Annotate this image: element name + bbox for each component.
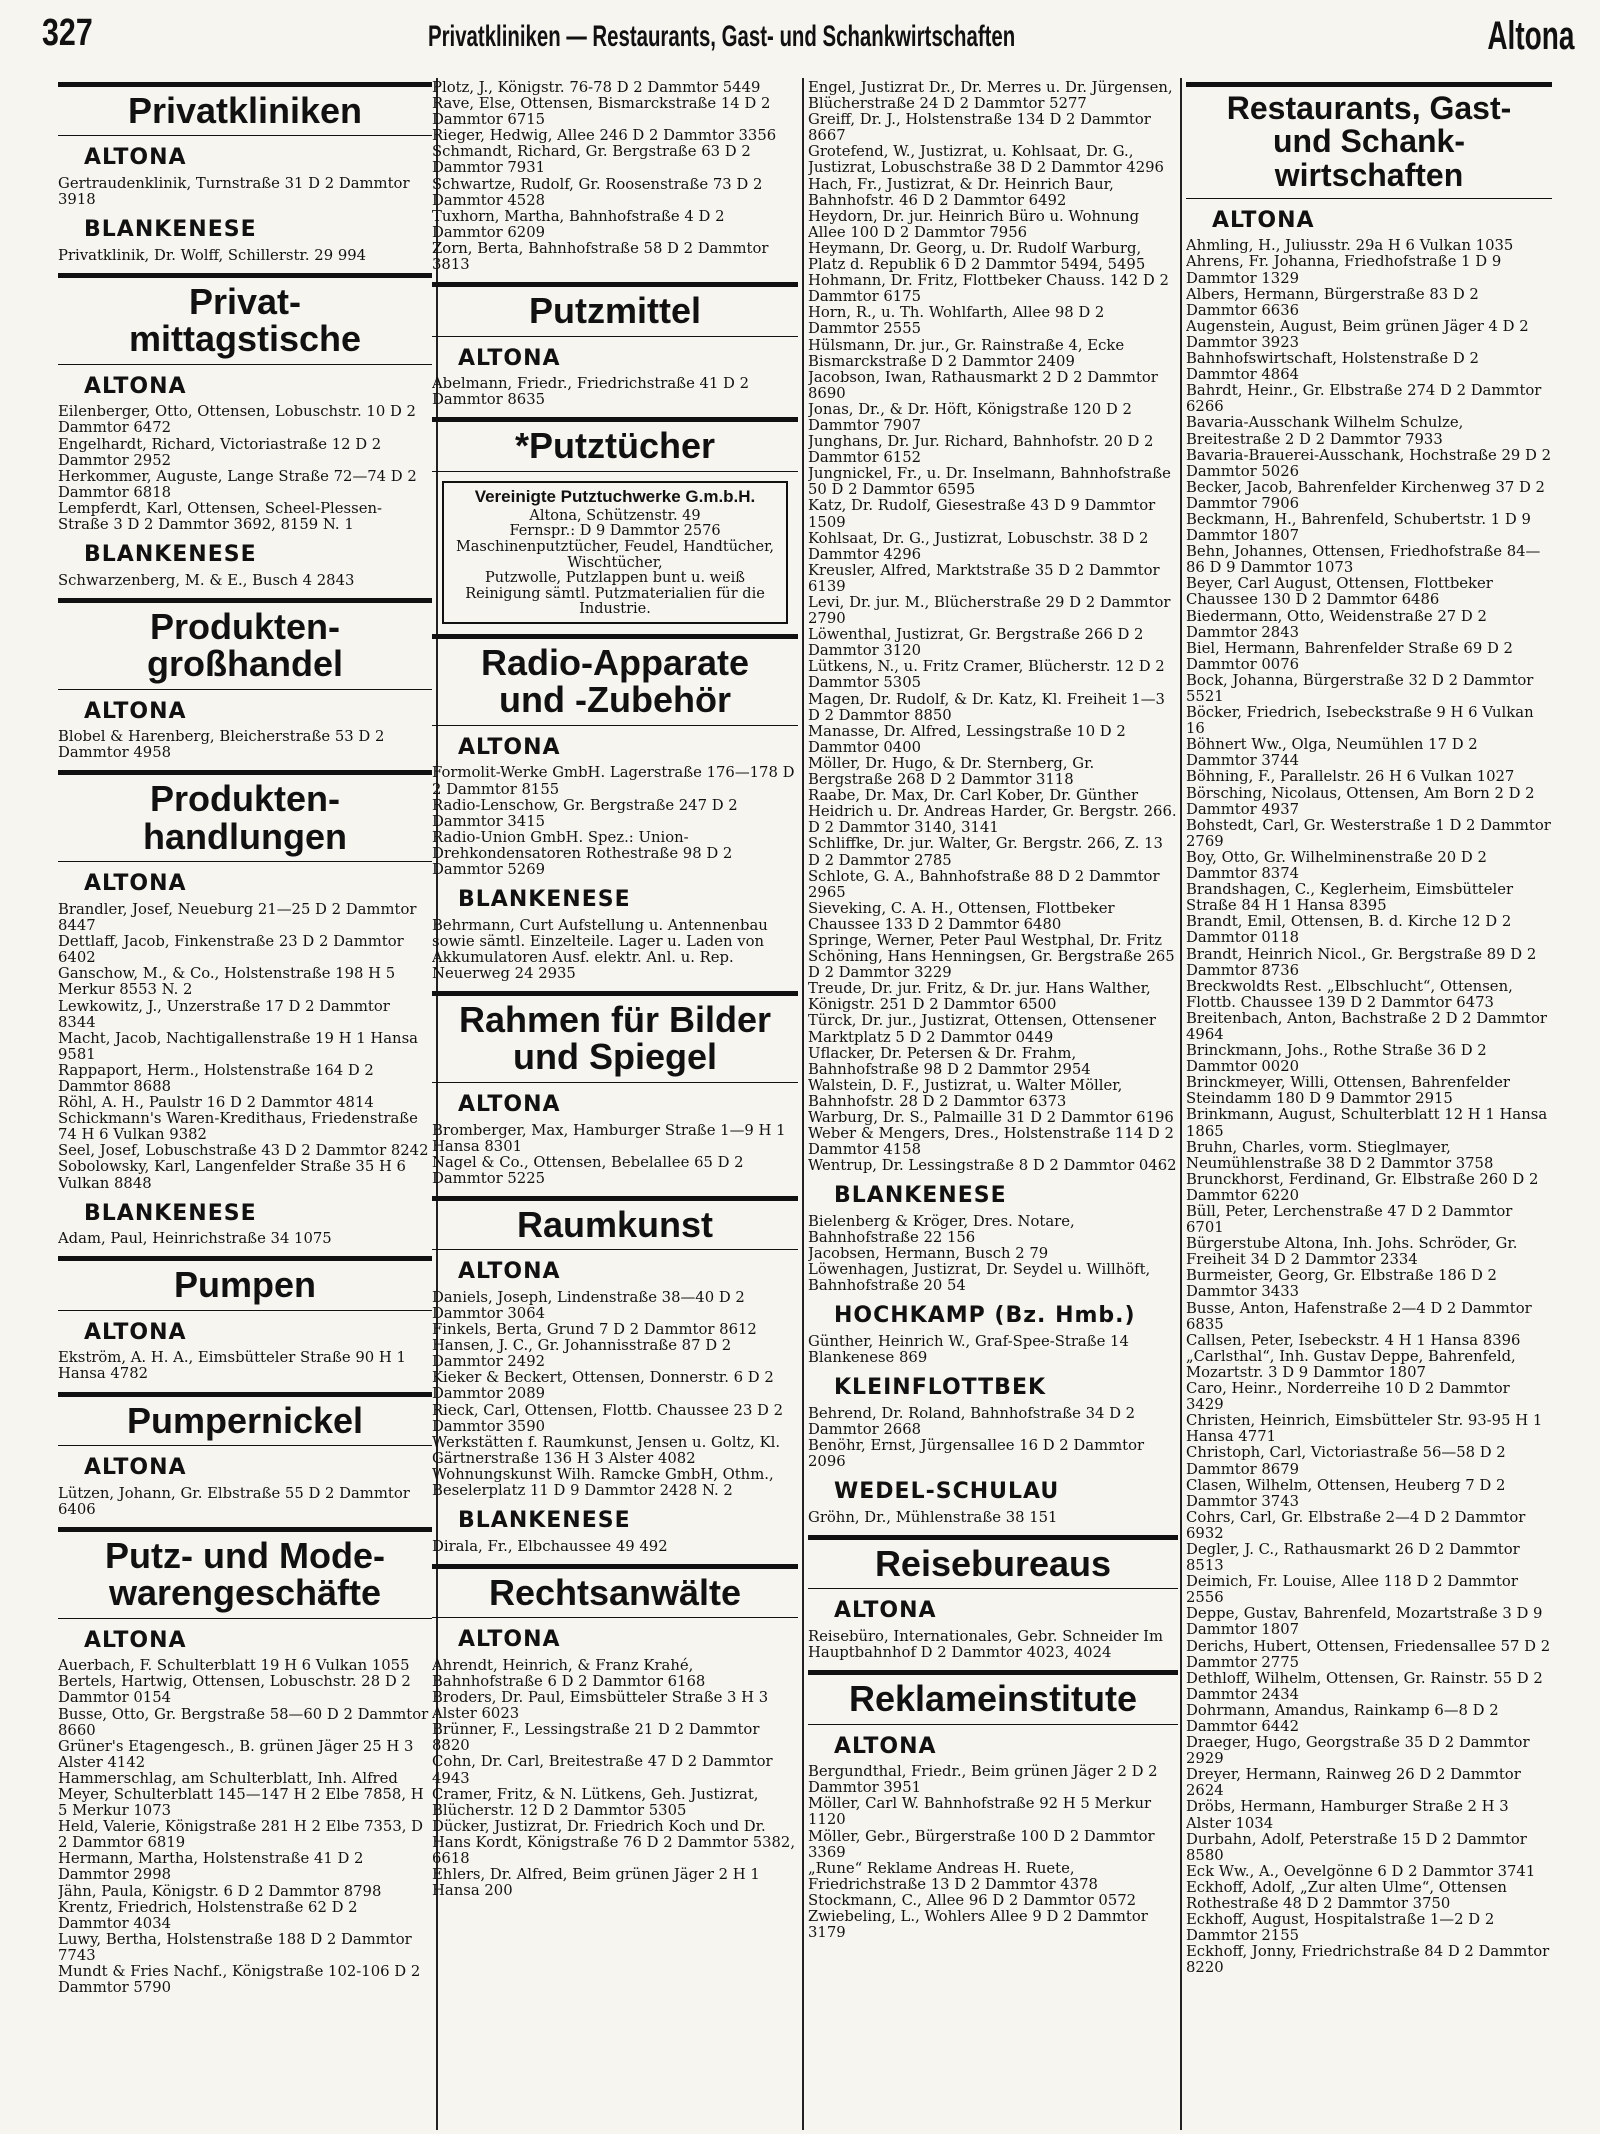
location-heading: ALTONA [84, 1627, 187, 1653]
listing-entry: Zorn, Berta, Bahnhofstraße 58 D 2 Dammtor 3813 [432, 239, 769, 274]
listing-entry: Becker, Jacob, Bahrenfelder Kirchenweg 37 D 2 Dammtor 7906 [1186, 478, 1545, 512]
listing-entry: Röhl, A. H., Paulstr 16 D 2 Dammtor 4814 [58, 1094, 374, 1112]
location-heading: ALTONA [84, 1454, 187, 1480]
listing-entry: Greiff, Dr. J., Holstenstraße 134 D 2 Dammtor 8667 [808, 111, 1151, 145]
directory-section [58, 1256, 432, 1382]
listing-entry: Jähn, Paula, Königstr. 6 D 2 Dammtor 8798 [58, 1882, 382, 1900]
listing-entry: Breckwoldts Rest. „Elbschlucht“, Ottensen, Flottb. Chaussee 139 D 2 Dammtor 6473 [1186, 977, 1513, 1011]
section-heading: Putzmittel [432, 282, 798, 336]
directory-section [58, 82, 432, 264]
directory-section [808, 1670, 1178, 1941]
column-rule [802, 78, 804, 2130]
listing-entry: Lütkens, N., u. Fritz Cramer, Blücherstr. 12 D 2 Dammtor 5305 [808, 658, 1165, 692]
listing-entry: Weber & Mengers, Dres., Holstenstraße 114 D 2 Dammtor 4158 [808, 1125, 1174, 1159]
listing-entry: Degler, J. C., Rathausmarkt 26 D 2 Dammtor 8513 [1186, 1540, 1520, 1575]
company-ad-title: Vereinigte Putztuchwerke G.m.b.H. [474, 486, 756, 506]
location-heading: KLEINFLOTTBEK [834, 1375, 1047, 1401]
listing-entry: Bürgerstube Altona, Inh. Johs. Schröder, Gr. Freiheit 34 D 2 Dammtor 2334 [1186, 1235, 1518, 1269]
location-heading: ALTONA [458, 345, 561, 371]
section-heading: *Putztücher [432, 417, 798, 471]
column-3 [808, 80, 1178, 2130]
listing-entry: Hammerschlag, am Schulterblatt, Inh. Alfred Meyer, Schulterblatt 145—147 H 2 Elbe 7858, H 5 Merkur 1073 [58, 1769, 424, 1820]
listing-entry: Uflacker, Dr. Petersen & Dr. Frahm, Bahnhofstraße 98 D 2 Dammtor 2954 [808, 1044, 1091, 1078]
listing-entry: Gröhn, Dr., Mühlenstraße 38 151 [808, 1508, 1058, 1526]
section-heading: Privatkliniken [58, 82, 432, 136]
listing-entry: Grotefend, W., Justizrat, u. Kohlsaat, Dr. G., Justizrat, Lobuschstraße 38 D 2 Dammtor 4296 [808, 143, 1164, 177]
listing-entry: Böhning, F., Parallelstr. 26 H 6 Vulkan 1027 [1186, 768, 1515, 786]
listing-entry: Brandt, Heinrich Nicol., Gr. Bergstraße 89 D 2 Dammtor 8736 [1186, 945, 1537, 979]
listing-entry: Manasse, Dr. Alfred, Lessingstraße 10 D 2 Dammtor 0400 [808, 722, 1126, 756]
listing-entry: Broders, Dr. Paul, Eimsbütteler Straße 3 H 3 Alster 6023 [432, 1689, 769, 1723]
listing-entry: Warburg, Dr. S., Palmaille 31 D 2 Dammtor 6196 [808, 1109, 1174, 1126]
running-title: Privatkliniken — Restaurants, Gast- und Schankwirtschaften [428, 20, 1016, 53]
listing-entry: Jonas, Dr., & Dr. Höft, Königstraße 120 D 2 Dammtor 7907 [808, 400, 1132, 434]
listing-entry: Christen, Heinrich, Eimsbütteler Str. 93-95 H 1 Hansa 4771 [1186, 1412, 1543, 1446]
company-ad-line: Altona, Schützenstr. 49 [529, 507, 701, 524]
section-heading: Reklameinstitute [808, 1670, 1178, 1724]
listing-entry: Günther, Heinrich W., Graf-Spee-Straße 14 Blankenese 869 [808, 1333, 1129, 1367]
directory-section [1186, 82, 1552, 1977]
listing-entry: Brinckmann, Johs., Rothe Straße 36 D 2 Dammtor 0020 [1186, 1042, 1487, 1076]
listing-entry: Lützen, Johann, Gr. Elbstraße 55 D 2 Dammtor 6406 [58, 1484, 410, 1518]
listing-entry: Grüner's Etagengesch., B. grünen Jäger 25 H 3 Alster 4142 [58, 1737, 414, 1771]
listing-entry: Albers, Hermann, Bürgerstraße 83 D 2 Dammtor 6636 [1186, 285, 1479, 319]
listing-entry: Bahnhofswirtschaft, Holstenstraße D 2 Dammtor 4864 [1186, 350, 1479, 384]
listing-entry: Radio-Lenschow, Gr. Bergstraße 247 D 2 Dammtor 3415 [432, 796, 738, 830]
listing-entry: Schlote, G. A., Bahnhofstraße 88 D 2 Dammtor 2965 [808, 867, 1160, 901]
listing-entry: Schmandt, Richard, Gr. Bergstraße 63 D 2 Dammtor 7931 [432, 143, 751, 177]
page-number: 327 [42, 12, 93, 54]
location-heading: ALTONA [84, 373, 187, 399]
listing-entry: Dethloff, Wilhelm, Ottensen, Gr. Rainstr. 55 D 2 Dammtor 2434 [1186, 1669, 1543, 1703]
listing-entry: Kieker & Beckert, Ottensen, Donnerstr. 6 D 2 Dammtor 2089 [432, 1369, 774, 1403]
listing-entry: Bock, Johanna, Bürgerstraße 32 D 2 Dammtor 5521 [1186, 671, 1534, 706]
listing-entry: Eckhoff, Jonny, Friedrichstraße 84 D 2 Dammtor 8220 [1186, 1943, 1550, 1977]
listing-entry: Dücker, Justizrat, Dr. Friedrich Koch und Dr. Hans Kordt, Königstraße 76 D 2 Dammtor 5382, 6618 [432, 1817, 796, 1867]
location-heading: ALTONA [84, 1319, 187, 1345]
listing-entry: Krentz, Friedrich, Holstenstraße 62 D 2 Dammtor 4034 [58, 1898, 358, 1932]
location-heading: ALTONA [458, 734, 561, 760]
listing-entry: Formolit-Werke GmbH. Lagerstraße 176—178 D 2 Dammtor 8155 [432, 764, 795, 798]
listing-entry: Herkommer, Auguste, Lange Straße 72—74 D 2 Dammtor 6818 [58, 467, 417, 501]
listing-entry: Nagel & Co., Ottensen, Bebelallee 65 D 2 Dammtor 5225 [432, 1153, 744, 1187]
section-heading: Produkten- handlungen [58, 770, 432, 862]
listing-entry: Magen, Dr. Rudolf, & Dr. Katz, Kl. Freiheit 1—3 D 2 Dammtor 8850 [808, 690, 1165, 724]
listing-entry: Christoph, Carl, Victoriastraße 56—58 D 2 Dammtor 8679 [1186, 1444, 1506, 1478]
listing-entry: Böhnert Ww., Olga, Neumühlen 17 D 2 Dammtor 3744 [1186, 736, 1478, 770]
listing-entry: Bruhn, Charles, vorm. Stieglmayer, Neumühlenstraße 38 D 2 Dammtor 3758 [1186, 1138, 1494, 1172]
listing-entry: Dröbs, Hermann, Hamburger Straße 2 H 3 Alster 1034 [1186, 1798, 1509, 1832]
listing-entry: Dreyer, Hermann, Rainweg 26 D 2 Dammtor 2624 [1186, 1766, 1521, 1800]
listing-entry: Dohrmann, Amandus, Rainkamp 6—8 D 2 Dammtor 6442 [1186, 1701, 1499, 1736]
listing-entry: Benöhr, Ernst, Jürgensallee 16 D 2 Dammtor 2096 [808, 1437, 1145, 1471]
location-heading: ALTONA [1212, 207, 1315, 233]
listing-entry: Brinckmeyer, Willi, Ottensen, Bahrenfelder Steindamm 180 D 9 Dammtor 2915 [1186, 1074, 1510, 1108]
listing-entry: Mundt & Fries Nachf., Königstraße 102-106 D 2 Dammtor 5790 [58, 1963, 421, 1997]
location-heading: ALTONA [834, 1733, 937, 1759]
listing-entry: Eckhoff, Adolf, „Zur alten Ulme“, Ottensen Rothestraße 48 D 2 Dammtor 3750 [1186, 1878, 1507, 1913]
location-heading: WEDEL-SCHULAU [834, 1479, 1060, 1505]
section-heading: Radio-Apparate und -Zubehör [432, 634, 798, 726]
listing-entry: Eilenberger, Otto, Ottensen, Lobuschstr. 10 D 2 Dammtor 6472 [58, 403, 416, 437]
directory-section [432, 991, 798, 1187]
section-heading: Pumpernickel [58, 1392, 432, 1446]
listing-entry: Börsching, Nicolaus, Ottensen, Am Born 2 D 2 Dammtor 4937 [1186, 784, 1535, 818]
listing-entry: Bielenberg & Kröger, Dres. Notare, Bahnhofstraße 22 156 [808, 1212, 1075, 1247]
company-ad-line: Maschinenputztücher, Feudel, Handtücher, Wischtücher, [455, 538, 775, 571]
listing-entry: Gertraudenklinik, Turnstraße 31 D 2 Dammtor 3918 [58, 175, 410, 209]
location-heading: BLANKENESE [834, 1183, 1007, 1209]
section-heading: Rechtsanwälte [432, 1564, 798, 1618]
listing-entry: Behrmann, Curt Aufstellung u. Antennenbau sowie sämtl. Einzelteile. Lager u. Laden von Akkumulatoren Ausf. elektr. Anl. u. Rep. Neuerweg 24 2935 [432, 916, 768, 982]
listing-entry: Macht, Jacob, Nachtigallenstraße 19 H 1 Hansa 9581 [58, 1029, 418, 1063]
listing-entry: Raabe, Dr. Max, Dr. Carl Kober, Dr. Günther Heidrich u. Dr. Andreas Harder, Gr. Bergstr. 266. D 2 Dammtor 3140, 3141 [808, 787, 1177, 837]
column-1 [58, 80, 432, 2130]
location-heading: ALTONA [84, 871, 187, 897]
listing-entry: Eck Ww., A., Oevelgönne 6 D 2 Dammtor 3741 [1186, 1862, 1536, 1880]
listing-entry: Sieveking, C. A. H., Ottensen, Flottbeker Chaussee 133 D 2 Dammtor 6480 [808, 899, 1115, 933]
company-ad-line: Reinigung sämtl. Putzmaterialien für die Industrie. [465, 585, 765, 618]
location-heading: ALTONA [84, 698, 187, 724]
listing-entry: Stockmann, C., Allee 96 D 2 Dammtor 0572 [808, 1891, 1137, 1909]
listing-entry: Bergundthal, Friedr., Beim grünen Jäger 2 D 2 Dammtor 3951 [808, 1763, 1158, 1797]
listing-entry: Busse, Otto, Gr. Bergstraße 58—60 D 2 Dammtor 8660 [58, 1705, 429, 1739]
section-heading: Produkten- großhandel [58, 598, 432, 690]
listing-entry: Clasen, Wilhelm, Ottensen, Heuberg 7 D 2 Dammtor 3743 [1186, 1476, 1506, 1510]
listing-entry: Caro, Heinr., Norderreihe 10 D 2 Dammtor 3429 [1186, 1380, 1510, 1414]
listing-entry: Eckhoff, August, Hospitalstraße 1—2 D 2 Dammtor 2155 [1186, 1911, 1495, 1945]
listing-entry: Callsen, Peter, Isebeckstr. 4 H 1 Hansa 8396 [1186, 1331, 1521, 1349]
directory-section [58, 1527, 432, 1996]
location-heading: HOCHKAMP (Bz. Hmb.) [834, 1303, 1136, 1329]
directory-section [432, 80, 798, 273]
location-heading: BLANKENESE [458, 1508, 631, 1534]
listing-entry: „Carlsthal“, Inh. Gustav Deppe, Bahrenfeld, Mozartstr. 3 D 9 Dammtor 1807 [1186, 1347, 1516, 1381]
listing-entry: Burmeister, Georg, Gr. Elbstraße 186 D 2 Dammtor 3433 [1186, 1267, 1497, 1301]
listing-entry: Wentrup, Dr. Lessingstraße 8 D 2 Dammtor 0462 [808, 1157, 1177, 1175]
listing-entry: Daniels, Joseph, Lindenstraße 38—40 D 2 Dammtor 3064 [432, 1288, 745, 1322]
listing-entry: Durbahn, Adolf, Peterstraße 15 D 2 Dammtor 8580 [1186, 1830, 1527, 1864]
listing-entry: Brunckhorst, Ferdinand, Gr. Elbstraße 260 D 2 Dammtor 6220 [1186, 1170, 1539, 1204]
section-heading: Rahmen für Bilder und Spiegel [432, 991, 798, 1083]
listing-entry: Junghans, Dr. Jur. Richard, Bahnhofstr. 20 D 2 Dammtor 6152 [808, 433, 1154, 467]
listing-entry: Wohnungskunst Wilh. Ramcke GmbH, Othm., Beselerplatz 11 D 9 Dammtor 2428 N. 2 [432, 1465, 774, 1500]
listing-entry: Rave, Else, Ottensen, Bismarckstraße 14 D 2 Dammtor 6715 [432, 95, 771, 129]
listing-entry: Lewkowitz, J., Unzerstraße 17 D 2 Dammtor 8344 [58, 997, 390, 1031]
listing-entry: Brandler, Josef, Neueburg 21—25 D 2 Dammtor 8447 [58, 900, 417, 935]
listing-entry: Luwy, Bertha, Holstenstraße 188 D 2 Dammtor 7743 [58, 1930, 412, 1964]
listing-entry: Kohlsaat, Dr. G., Justizrat, Lobuschstr. 38 D 2 Dammtor 4296 [808, 529, 1149, 563]
column-2 [432, 80, 798, 2130]
listing-entry: Heydorn, Dr. jur. Heinrich Büro u. Wohnung Allee 100 D 2 Dammtor 7956 [808, 207, 1140, 241]
section-heading: Putz- und Mode- warengeschäfte [58, 1527, 432, 1619]
listing-entry: Jungnickel, Fr., u. Dr. Inselmann, Bahnhofstraße 50 D 2 Dammtor 6595 [808, 465, 1171, 499]
location-heading: ALTONA [84, 145, 187, 171]
listing-entry: Werkstätten f. Raumkunst, Jensen u. Goltz, Kl. Gärtnerstraße 136 H 3 Alster 4082 [432, 1433, 781, 1467]
directory-section [432, 1564, 798, 1899]
listing-entry: Hach, Fr., Justizrat, & Dr. Heinrich Baur, Bahnhofstr. 46 D 2 Dammtor 6492 [808, 175, 1114, 209]
location-heading: ALTONA [458, 1259, 561, 1285]
listing-entry: Bohstedt, Carl, Gr. Westerstraße 1 D 2 Dammtor 2769 [1186, 816, 1551, 850]
listing-entry: Biel, Hermann, Bahrenfelder Straße 69 D 2 Dammtor 0076 [1186, 639, 1513, 673]
company-ad-box [442, 481, 788, 624]
listing-entry: Adam, Paul, Heinrichstraße 34 1075 [58, 1230, 332, 1248]
listing-entry: Ehlers, Dr. Alfred, Beim grünen Jäger 2 H 1 Hansa 200 [432, 1866, 760, 1900]
listing-entry: Ganschow, M., & Co., Holstenstraße 198 H 5 Merkur 8553 N. 2 [58, 965, 396, 999]
listing-entry: Zwiebeling, L., Wohlers Allee 9 D 2 Dammtor 3179 [808, 1907, 1148, 1942]
listing-entry: Biedermann, Otto, Weidenstraße 27 D 2 Dammtor 2843 [1186, 607, 1487, 641]
listing-entry: Türck, Dr. jur., Justizrat, Ottensen, Ottensener Marktplatz 5 D 2 Dammtor 0449 [808, 1012, 1156, 1046]
listing-entry: Möller, Gebr., Bürgerstraße 100 D 2 Dammtor 3369 [808, 1827, 1155, 1861]
listing-entry: Möller, Dr. Hugo, & Dr. Sternberg, Gr. Bergstraße 268 D 2 Dammtor 3118 [808, 754, 1095, 789]
listing-entry: Engelhardt, Richard, Victoriastraße 12 D 2 Dammtor 2952 [58, 435, 382, 469]
listing-entry: Büll, Peter, Lerchenstraße 47 D 2 Dammtor 6701 [1186, 1203, 1513, 1237]
listing-entry: Tuxhorn, Martha, Bahnhofstraße 4 D 2 Dammtor 6209 [432, 207, 725, 241]
listing-entry: Draeger, Hugo, Georgstraße 35 D 2 Dammtor 2929 [1186, 1734, 1530, 1768]
listing-entry: Derichs, Hubert, Ottensen, Friedensallee 57 D 2 Dammtor 2775 [1186, 1637, 1551, 1671]
listing-entry: Lempferdt, Karl, Ottensen, Scheel-Plessen-Straße 3 D 2 Dammtor 3692, 8159 N. 1 [58, 499, 383, 534]
listing-entry: Cramer, Fritz, & N. Lütkens, Geh. Justizrat, Blücherstr. 12 D 2 Dammtor 5305 [432, 1785, 759, 1819]
listing-entry: Engel, Justizrat Dr., Dr. Merres u. Dr. Jürgensen, Blücherstraße 24 D 2 Dammtor 5277 [808, 80, 1173, 113]
listing-entry: Deimich, Fr. Louise, Allee 118 D 2 Dammtor 2556 [1186, 1573, 1518, 1607]
company-ad-line: Putzwolle, Putzlappen bunt u. weiß [485, 570, 745, 587]
listing-entry: Blobel & Harenberg, Bleicherstraße 53 D 2 Dammtor 4958 [58, 728, 385, 762]
listing-entry: Brinkmann, August, Schulterblatt 12 H 1 Hansa 1865 [1186, 1106, 1548, 1140]
listing-entry: Brünner, F., Lessingstraße 21 D 2 Dammtor 8820 [432, 1721, 760, 1755]
listing-entry: Ekström, A. H. A., Eimsbütteler Straße 90 H 1 Hansa 4782 [58, 1349, 406, 1383]
listing-entry: Löwenthal, Justizrat, Gr. Bergstraße 266 D 2 Dammtor 3120 [808, 626, 1144, 660]
location-heading: ALTONA [834, 1598, 937, 1624]
listing-entry: Bromberger, Max, Hamburger Straße 1—9 H 1 Hansa 8301 [432, 1121, 786, 1155]
directory-section [432, 634, 798, 982]
listing-entry: Beyer, Carl August, Ottensen, Flottbeker Chaussee 130 D 2 Dammtor 6486 [1186, 575, 1493, 609]
section-heading: Raumkunst [432, 1196, 798, 1250]
listing-entry: Finkels, Berta, Grund 7 D 2 Dammtor 8612 [432, 1321, 757, 1339]
listing-entry: Schickmann's Waren-Kredithaus, Friedenstraße 74 H 6 Vulkan 9382 [58, 1110, 418, 1144]
directory-section [58, 770, 432, 1247]
column-4 [1186, 80, 1552, 2130]
listing-entry: Löwenhagen, Justizrat, Dr. Seydel u. Willhöft, Bahnhofstraße 20 54 [808, 1261, 1151, 1295]
listing-entry: Brandshagen, C., Keglerheim, Eimsbütteler Straße 84 H 1 Hansa 8395 [1186, 881, 1514, 915]
location-heading: ALTONA [458, 1627, 561, 1653]
listing-entry: Jacobson, Iwan, Rathausmarkt 2 D 2 Dammtor 8690 [808, 368, 1158, 402]
listing-entry: Radio-Union GmbH. Spez.: Union-Drehkondensatoren Rothestraße 98 D 2 Dammtor 5269 [432, 828, 733, 878]
listing-entry: Seel, Josef, Lobuschstraße 43 D 2 Dammtor 8242 [58, 1142, 429, 1160]
location-heading: BLANKENESE [84, 217, 257, 243]
location-heading: ALTONA [458, 1091, 561, 1117]
location-heading: BLANKENESE [458, 887, 631, 913]
listing-entry: Breitenbach, Anton, Bachstraße 2 D 2 Dammtor 4964 [1186, 1009, 1547, 1043]
listing-entry: Augenstein, August, Beim grünen Jäger 4 D 2 Dammtor 3923 [1186, 317, 1529, 351]
listing-entry: Behrend, Dr. Roland, Bahnhofstraße 34 D 2 Dammtor 2668 [808, 1404, 1136, 1438]
listing-entry: Schwarzenberg, M. & E., Busch 4 2843 [58, 571, 355, 589]
listing-entry: Katz, Dr. Rudolf, Giesestraße 43 D 9 Dammtor 1509 [808, 497, 1156, 531]
section-heading: Privat- mittagstische [58, 273, 432, 365]
city-title: Altona [1486, 14, 1574, 58]
listing-entry: Dirala, Fr., Elbchaussee 49 492 [432, 1537, 668, 1555]
listing-entry: Busse, Anton, Hafenstraße 2—4 D 2 Dammtor 6835 [1186, 1299, 1532, 1333]
listing-entry: Treude, Dr. jur. Fritz, & Dr. jur. Hans Walther, Königstr. 251 D 2 Dammtor 6500 [808, 980, 1151, 1014]
company-ad-line: Fernspr.: D 9 Dammtor 2576 [509, 523, 721, 540]
directory-section [58, 598, 432, 762]
listing-entry: Möller, Carl W. Bahnhofstraße 92 H 5 Merkur 1120 [808, 1795, 1152, 1829]
directory-section [58, 273, 432, 589]
listing-entry: Plotz, J., Königstr. 76-78 D 2 Dammtor 5449 [432, 80, 761, 96]
directory-section [808, 80, 1178, 1526]
section-heading: Reisebureaus [808, 1535, 1178, 1589]
listing-entry: „Rune“ Reklame Andreas H. Ruete, Friedrichstraße 13 D 2 Dammtor 4378 [808, 1859, 1098, 1893]
listing-entry: Cohn, Dr. Carl, Breitestraße 47 D 2 Dammtor 4943 [432, 1753, 773, 1787]
listing-entry: Brandt, Emil, Ottensen, B. d. Kirche 12 D 2 Dammtor 0118 [1186, 913, 1512, 947]
listing-entry: Ahrens, Fr. Johanna, Friedhofstraße 1 D 9 Dammtor 1329 [1186, 253, 1502, 287]
directory-section [432, 282, 798, 408]
listing-entry: Springe, Werner, Peter Paul Westphal, Dr. Fritz Schöning, Hans Henningsen, Gr. Bergstraße 265 D 2 Dammtor 3229 [808, 931, 1175, 982]
directory-section [432, 417, 798, 471]
directory-section [808, 1535, 1178, 1661]
location-heading: BLANKENESE [84, 542, 257, 568]
location-heading: BLANKENESE [84, 1200, 257, 1226]
listing-entry: Abelmann, Friedr., Friedrichstraße 41 D 2 Dammtor 8635 [432, 375, 750, 409]
listing-entry: Deppe, Gustav, Bahrenfeld, Mozartstraße 3 D 9 Dammtor 1807 [1186, 1605, 1543, 1639]
listing-entry: Hülsmann, Dr. jur., Gr. Rainstraße 4, Ecke Bismarckstraße D 2 Dammtor 2409 [808, 336, 1125, 370]
listing-entry: Horn, R., u. Th. Wohlfarth, Allee 98 D 2 Dammtor 2555 [808, 304, 1105, 338]
listing-entry: Levi, Dr. jur. M., Blücherstraße 29 D 2 Dammtor 2790 [808, 594, 1171, 628]
listing-entry: Dettlaff, Jacob, Finkenstraße 23 D 2 Dammtor 6402 [58, 933, 404, 967]
listing-entry: Reisebüro, Internationales, Gebr. Schneider Im Hauptbahnhof D 2 Dammtor 4023, 4024 [808, 1627, 1164, 1661]
listing-entry: Heymann, Dr. Georg, u. Dr. Rudolf Warburg, Platz d. Republik 6 D 2 Dammtor 5494, 5495 [808, 239, 1146, 274]
listing-entry: Schliffke, Dr. jur. Walter, Gr. Bergstr. 266, Z. 13 D 2 Dammtor 2785 [808, 835, 1163, 869]
listing-entry: Bahrdt, Heinr., Gr. Elbstraße 274 D 2 Dammtor 6266 [1186, 382, 1542, 416]
listing-entry: Boy, Otto, Gr. Wilhelminenstraße 20 D 2 Dammtor 8374 [1186, 848, 1487, 883]
section-heading: Pumpen [58, 1256, 432, 1310]
listing-entry: Cohrs, Carl, Gr. Elbstraße 2—4 D 2 Dammtor 6932 [1186, 1508, 1526, 1542]
listing-entry: Beckmann, H., Bahrenfeld, Schubertstr. 1 D 9 Dammtor 1807 [1186, 510, 1531, 545]
directory-section [432, 1196, 798, 1555]
listing-entry: Privatklinik, Dr. Wolff, Schillerstr. 29 994 [58, 246, 367, 264]
listing-entry: Bavaria-Brauerei-Ausschank, Hochstraße 29 D 2 Dammtor 5026 [1186, 446, 1551, 480]
listing-entry: Ahrendt, Heinrich, & Franz Krahé, Bahnhofstraße 6 D 2 Dammtor 6168 [432, 1656, 706, 1690]
listing-entry: Hohmann, Dr. Fritz, Flottbeker Chauss. 142 D 2 Dammtor 6175 [808, 272, 1169, 306]
directory-section [58, 1392, 432, 1518]
listing-entry: Walstein, D. F., Justizrat, u. Walter Möller, Bahnhofstr. 28 D 2 Dammtor 6373 [808, 1076, 1123, 1110]
page-header [0, 0, 1600, 64]
listing-entry: Kreusler, Alfred, Marktstraße 35 D 2 Dammtor 6139 [808, 561, 1160, 595]
listing-entry: Sobolowsky, Karl, Langenfelder Straße 35 H 6 Vulkan 8848 [58, 1158, 406, 1192]
listing-entry: Rappaport, Herm., Holstenstraße 164 D 2 Dammtor 8688 [58, 1061, 374, 1095]
column-rule [1180, 78, 1182, 2130]
listing-entry: Rieck, Carl, Ottensen, Flottb. Chaussee 23 D 2 Dammtor 3590 [432, 1401, 784, 1435]
listing-entry: Behn, Johannes, Ottensen, Friedhofstraße 84—86 D 9 Dammtor 1073 [1186, 543, 1541, 577]
listing-entry: Held, Valerie, Königstraße 281 H 2 Elbe 7353, D 2 Dammtor 6819 [58, 1818, 424, 1852]
listing-entry: Bertels, Hartwig, Ottensen, Lobuschstr. 28 D 2 Dammtor 0154 [58, 1673, 411, 1707]
listing-entry: Böcker, Friedrich, Isebeckstraße 9 H 6 Vulkan 16 [1186, 704, 1534, 738]
listing-entry: Schwartze, Rudolf, Gr. Roosenstraße 73 D 2 Dammtor 4528 [432, 175, 763, 209]
listing-entry: Jacobsen, Hermann, Busch 2 79 [808, 1245, 1049, 1263]
listing-entry: Ahmling, H., Juliusstr. 29a H 6 Vulkan 1035 [1186, 237, 1514, 255]
listing-entry: Hermann, Martha, Holstenstraße 41 D 2 Dammtor 2998 [58, 1850, 364, 1884]
listing-entry: Bavaria-Ausschank Wilhelm Schulze, Breitestraße 2 D 2 Dammtor 7933 [1186, 414, 1464, 448]
listing-entry: Hansen, J. C., Gr. Johannisstraße 87 D 2 Dammtor 2492 [432, 1337, 732, 1371]
listing-entry: Rieger, Hedwig, Allee 246 D 2 Dammtor 3356 [432, 127, 777, 145]
listing-entry: Auerbach, F. Schulterblatt 19 H 6 Vulkan 1055 [58, 1657, 410, 1675]
section-heading: Restaurants, Gast- und Schank- wirtschaften [1186, 82, 1552, 199]
